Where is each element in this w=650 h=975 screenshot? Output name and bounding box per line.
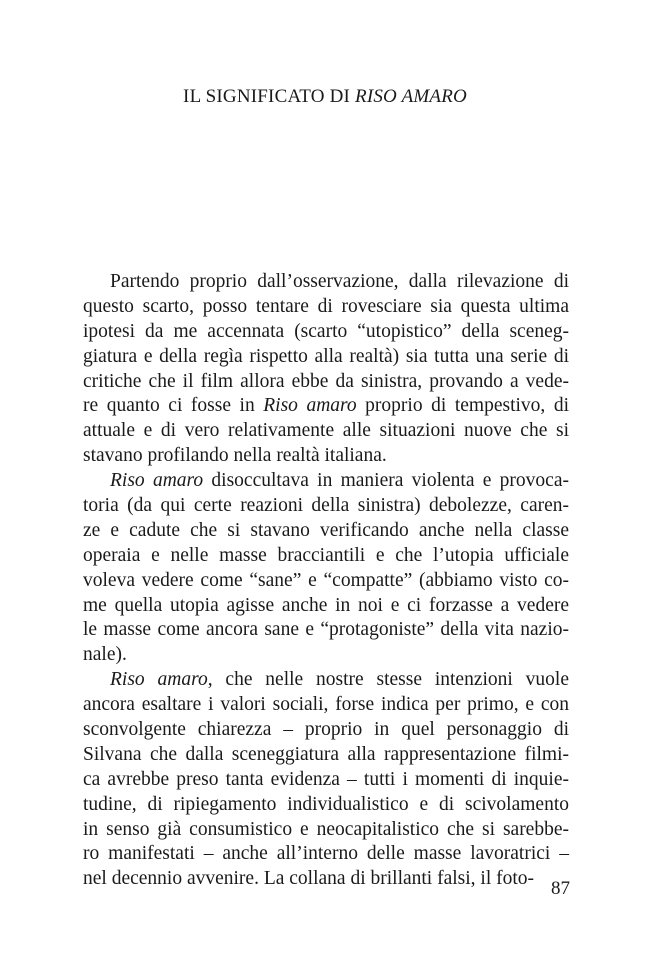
paragraph — [83, 270, 569, 469]
text-line — [83, 693, 569, 718]
text-run: in senso già consumistico e neocapitalistico che si sarebbe- — [83, 818, 569, 840]
text-run: attuale e di vero relativamente alle situazioni nuove che si — [83, 420, 569, 442]
text-run: ancora esaltare i valori sociali, forse indica per primo, e con — [83, 694, 569, 716]
text-line — [83, 718, 569, 743]
text-run: questo scarto, posso tentare di rovesciare sia questa ultima — [83, 295, 569, 317]
text-run: nel decennio avvenire. La collana di brillanti falsi, il foto- — [83, 868, 535, 890]
text-line — [83, 668, 569, 693]
text-line — [83, 618, 569, 643]
page-title-film-name: RISO AMARO — [355, 86, 467, 107]
paragraph — [83, 469, 569, 668]
text-run: giatura e della regìa rispetto alla realtà) sia tutta una serie di — [83, 345, 569, 367]
text-run: le masse come ancora sane e “protagoniste” della vita nazio- — [83, 619, 569, 641]
text-line — [83, 842, 569, 867]
text-line — [83, 594, 569, 619]
text-run: ipotesi da me accennata (scarto “utopistico” della sceneg- — [83, 320, 569, 342]
text-run: voleva vedere come “sane” e “compatte” (abbiamo visto co- — [83, 569, 569, 591]
text-run: critiche che il film allora ebbe da sinistra, provando a vede- — [83, 370, 569, 392]
text-line — [83, 394, 569, 419]
text-run: Silvana che dalla sceneggiatura alla rappresentazione filmi- — [83, 743, 569, 765]
italic-title-ref: Riso amaro — [110, 669, 208, 691]
text-run: re quanto ci fosse in — [83, 395, 264, 417]
text-line — [83, 270, 569, 295]
text-run: toria (da qui certe reazioni della sinistra) debolezze, caren- — [83, 495, 569, 517]
text-run: disoccultava in maniera violenta e provoca- — [203, 470, 569, 492]
text-line — [83, 867, 569, 892]
text-line — [83, 345, 569, 370]
text-line — [83, 818, 569, 843]
page-title-prefix: IL SIGNIFICATO DI — [183, 86, 356, 107]
italic-title-ref: Riso amaro — [110, 470, 204, 492]
paragraph — [83, 668, 569, 892]
text-line — [83, 295, 569, 320]
text-line — [83, 569, 569, 594]
italic-title-ref: Riso amaro — [263, 395, 357, 417]
text-line — [83, 743, 569, 768]
page-number: 87 — [551, 878, 570, 899]
text-run: , che nelle nostre stesse intenzioni vuole — [207, 669, 569, 691]
text-run: ro manifestati – anche all’interno delle masse lavoratrici – — [83, 843, 569, 865]
text-line — [83, 444, 569, 469]
text-line — [83, 320, 569, 345]
text-line — [83, 544, 569, 569]
text-run: tudine, di ripiegamento individualistico e di scivolamento — [83, 793, 569, 815]
text-line — [83, 370, 569, 395]
text-line — [83, 643, 569, 668]
text-run: stavano profilando nella realtà italiana. — [83, 445, 387, 467]
text-run: Partendo proprio dall’osservazione, dalla rilevazione di — [110, 271, 569, 292]
text-line — [83, 494, 569, 519]
text-line — [83, 419, 569, 444]
text-line — [83, 793, 569, 818]
text-run: ze e cadute che si stavano verificando anche nella classe — [83, 519, 569, 541]
text-line — [83, 768, 569, 793]
text-run: ca avrebbe preso tanta evidenza – tutti i momenti di inquie- — [83, 768, 569, 790]
text-run: sconvolgente chiarezza – proprio in quel personaggio di — [83, 719, 569, 741]
body-text — [83, 270, 569, 892]
text-run: me quella utopia agisse anche in noi e ci forzasse a vedere — [83, 594, 569, 616]
page-title — [0, 86, 650, 108]
text-run: operaia e nelle masse bracciantili e che l’utopia ufficiale — [83, 544, 569, 566]
text-line — [83, 469, 569, 494]
text-line — [83, 519, 569, 544]
text-run: nale). — [83, 644, 127, 666]
text-run: proprio di tempestivo, di — [356, 395, 569, 417]
